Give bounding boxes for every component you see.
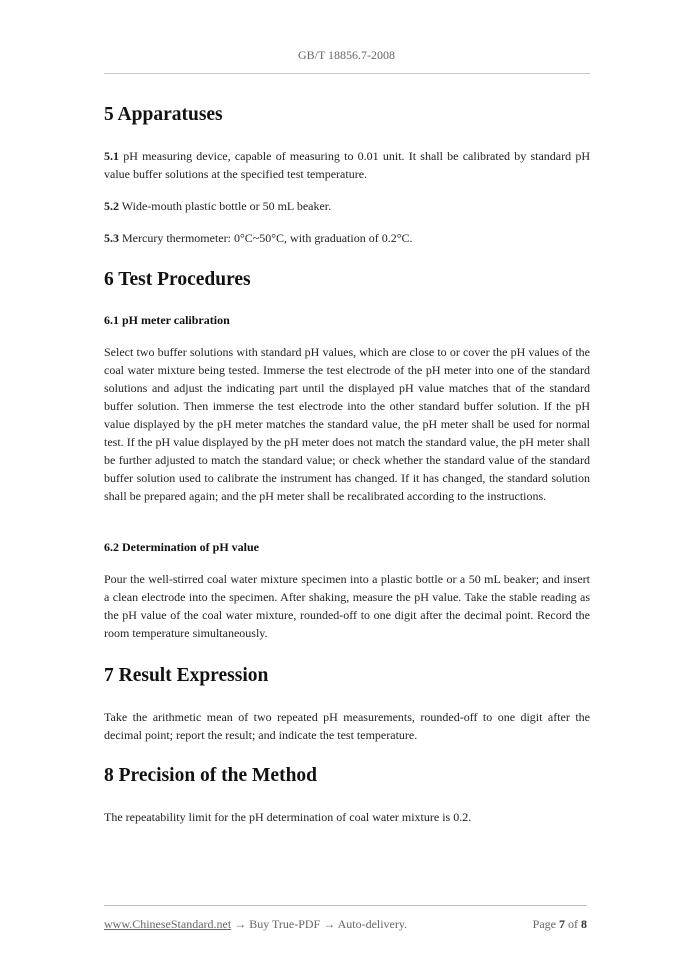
- footer-site-link[interactable]: www.ChineseStandard.net: [104, 917, 232, 931]
- item-5-3-text: Mercury thermometer: 0°C~50°C, with graduation of 0.2°C.: [119, 231, 413, 245]
- page-indicator: [533, 917, 587, 932]
- item-5-2-text: Wide-mouth plastic bottle or 50 mL beaker.: [119, 199, 332, 213]
- section-5-title: 5 Apparatuses: [104, 104, 223, 125]
- subsection-6-2-text: Pour the well-stirred coal water mixture specimen into a plastic bottle or a 50 mL beaker; and insert a clean electrode into the specimen. After shaking, measure the pH value. Take the stable reading as the pH value of the coal water mixture, rounded-off to one digit after the decimal point. Record the room temperature simultaneously.: [104, 572, 590, 640]
- footer-promo-text: → Buy True-PDF → Auto-delivery.: [231, 917, 408, 931]
- item-5-2-number: 5.2: [104, 199, 119, 213]
- item-5-3-number: 5.3: [104, 231, 119, 245]
- header-divider: [104, 73, 590, 74]
- subsection-6-1-title: 6.1 pH meter calibration: [104, 313, 230, 327]
- page-label: Page: [532, 917, 559, 931]
- footer-divider: [104, 905, 587, 906]
- page-current: 7: [559, 917, 565, 931]
- subsection-6-2-title: 6.2 Determination of pH value: [104, 540, 259, 554]
- section-8-text: The repeatability limit for the pH determination of coal water mixture is 0.2.: [104, 810, 472, 824]
- section-6-title: 6 Test Procedures: [104, 269, 251, 290]
- item-5-1-number: 5.1: [104, 149, 119, 163]
- item-5-1-text: pH measuring device, capable of measuring to 0.01 unit. It shall be calibrated by standard pH value buffer solutions at the specified test temperature.: [104, 149, 590, 181]
- item-5-3: [104, 229, 590, 247]
- footer: [104, 917, 587, 932]
- section-7-title: 7 Result Expression: [104, 665, 269, 686]
- section-8-title: 8 Precision of the Method: [104, 765, 318, 786]
- item-5-1: [104, 147, 590, 183]
- section-7-text: Take the arithmetic mean of two repeated pH measurements, rounded-off to one digit after the decimal point; report the result; and indicate the test temperature.: [104, 710, 590, 742]
- item-5-2: [104, 197, 590, 215]
- header-doc-id: GB/T 18856.7-2008: [297, 48, 396, 62]
- subsection-6-1-text: Select two buffer solutions with standard pH values, which are close to or cover the pH values of the coal water mixture being tested. Immerse the test electrode of the pH meter into one of the standard solutions and adjust the indicating part until the displayed pH value matches that of the standard buffer solution. Then immerse the test electrode into the other standard buffer solution. If the pH value displayed by the pH meter matches the standard value, the pH meter shall be used for normal test. If the pH value displayed by the pH meter does not match the standard value, the pH meter shall be further adjusted to match the standard value; or check whether the standard value of the standard buffer solution used to calibrate the instrument has changed. If it has changed, the standard solution shall be prepared again; and the pH meter shall be recalibrated according to the instructions.: [104, 345, 590, 503]
- page-of: of: [565, 917, 581, 931]
- page-total: 8: [581, 917, 587, 931]
